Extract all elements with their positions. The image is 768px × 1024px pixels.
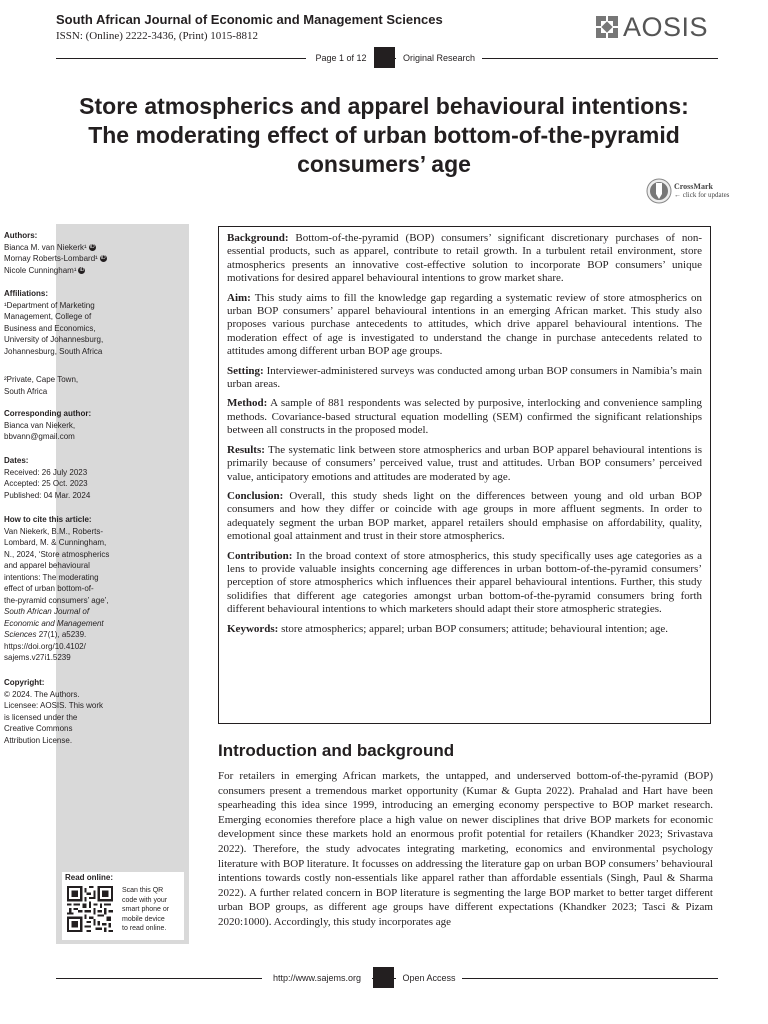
abstract-aim xyxy=(227,292,702,359)
article-title xyxy=(50,92,718,179)
aosis-logo-icon xyxy=(594,14,620,40)
abstract-keywords xyxy=(227,623,702,636)
logo-text: AOSIS xyxy=(623,11,709,42)
affiliation-line: South Africa xyxy=(4,386,48,396)
cite-journal-line: South African Journal of xyxy=(4,607,90,616)
journal-name: South African Journal of Economic and Management Sciences xyxy=(56,12,443,27)
abstract-conclusion xyxy=(227,490,702,544)
affiliation-line: Management, College of xyxy=(4,312,92,321)
abstract-text: Overall, this study sheds light on the differences between young and old urban BOP consumers and how they differ or coincide with age groups in more affluent segments. In order to adequately segment the urban BOP market, apparel retailers should emphasise on affordability, quality, emotional goal attainment and trust in their store atmospherics. xyxy=(227,489,702,543)
copyright-line: is licensed under the xyxy=(4,712,78,722)
qr-code-icon[interactable] xyxy=(67,886,113,932)
abstract-text: The systematic link between store atmospherics and urban BOP apparel behavioural intentions is primarily because of consumers’ perceived value, trust and attitudes. Urban BOP consumers’ perceived value, anticipatory emotions and attitudes are moderated by age. xyxy=(227,443,702,483)
author-line xyxy=(4,253,132,265)
scan-line: mobile device xyxy=(122,915,165,923)
dates-block xyxy=(4,455,132,501)
abstract-label: Contribution: xyxy=(227,549,293,562)
abstract-text: store atmospherics; apparel; urban BOP consumers; attitude; behavioural intention; age. xyxy=(278,622,669,635)
section-heading: Introduction and background xyxy=(218,741,455,760)
article-type: Original Research xyxy=(396,51,482,65)
cite-journal-line: Economic and Management xyxy=(4,618,104,628)
cite-line: and apparel behavioural xyxy=(4,561,90,570)
abstract-label: Method: xyxy=(227,397,268,410)
header-square xyxy=(374,47,395,68)
abstract-contribution xyxy=(227,550,702,617)
cite-journal-end: Sciences xyxy=(4,630,37,639)
cite-doi-link[interactable]: https://doi.org/10.4102/ xyxy=(4,641,86,651)
copyright-line: Licensee: AOSIS. This work xyxy=(4,701,104,710)
crossmark-sub: ← click for updates xyxy=(674,191,730,199)
author-name: Nicole Cunningham¹ xyxy=(4,265,77,275)
footer-url[interactable]: http://www.sajems.org xyxy=(262,971,372,985)
orcid-icon[interactable]: iD xyxy=(79,266,85,273)
cite-line: effect of urban bottom-of- xyxy=(4,584,94,593)
dates-heading: Dates: xyxy=(4,456,29,465)
affiliation-2-block xyxy=(4,374,132,397)
scan-line: smart phone or xyxy=(122,906,170,914)
orcid-icon[interactable]: iD xyxy=(100,255,106,262)
open-access-label: Open Access xyxy=(396,971,462,985)
cite-volume: 27(1), a5239. xyxy=(36,630,87,639)
scan-line: code with your xyxy=(122,896,168,904)
scan-line: to read online. xyxy=(122,925,167,933)
read-online-box xyxy=(62,872,184,940)
issn: ISSN: (Online) 2222-3436, (Print) 1015-8812 xyxy=(56,30,258,42)
copyright-line: Creative Commons xyxy=(4,724,73,733)
crossmark-badge[interactable] xyxy=(646,178,729,204)
copyright-block xyxy=(4,677,132,746)
copyright-heading: Copyright: xyxy=(4,678,45,687)
abstract-results xyxy=(227,444,702,484)
cite-volume-line xyxy=(4,629,132,641)
abstract-text: A sample of 881 respondents was selected by purposive, interlocking and convenience sampling methods. Covariance-based structural equation modelling (SEM) confirmed the significant relationships between all constructs in the proposed model. xyxy=(227,397,702,437)
corresponding-heading: Corresponding author: xyxy=(4,409,92,418)
corresponding-author-block xyxy=(4,408,132,443)
scan-instructions xyxy=(122,886,169,934)
abstract-box xyxy=(218,226,711,724)
abstract-label: Results: xyxy=(227,443,265,456)
cite-line: the-pyramid consumers’ age’, xyxy=(4,595,109,605)
affiliation-line: Johannesburg, South Africa xyxy=(4,346,103,356)
affiliation-line: University of Johannesburg, xyxy=(4,335,104,344)
abstract-background xyxy=(227,232,702,286)
author-line xyxy=(4,265,132,277)
abstract-text: Interviewer-administered surveys was conducted among urban BOP consumers in Namibia’s main urban areas. xyxy=(227,364,702,391)
abstract-label: Keywords: xyxy=(227,622,279,635)
authors-block xyxy=(4,230,132,276)
affiliation-line: ¹Department of Marketing xyxy=(4,300,95,310)
intro-paragraph: For retailers in emerging African markets, the untapped, and underserved bottom-of-the-pyramid (BOP) consumers present a tremendous market opportunity (Kumar & Gupta 2022). Prahalad and Hart have been spearheading this idea since 1999, introducing an emerging economy perspective to BOP market research. Emerging economies therefore place a high value on newer disciplines that drive BOP markets for economic development since these markets hold an enormous profit potential for retailers (Khandker 2023; Srivastava 2022). Therefore, the study advocates integrating marketing, economics and environmental psychology literature with BOP literature. It focusses on addressing the literature gap on urban BOP consumers’ behavioural intentions towards costly non-essentials like apparel rather than affordable essentials (Singh, Paul & Sharma 2022). A further related concern in BOP literature is segmenting the large BOP market to better target different urban BOP groups, as different age groups have different expectations (Khandker 2023; Tasci & Pizam 2020:1000). Accordingly, this study incorporates age xyxy=(218,770,713,928)
authors-heading: Authors: xyxy=(4,231,38,240)
author-name: Mornay Roberts-Lombard¹ xyxy=(4,254,98,263)
abstract-method xyxy=(227,397,702,437)
cite-line: N., 2024, ‘Store atmospherics xyxy=(4,549,110,559)
copyright-line: Attribution License. xyxy=(4,735,73,745)
scan-line: Scan this QR xyxy=(122,887,164,894)
affiliations-heading: Affiliations: xyxy=(4,289,48,298)
crossmark-label: CrossMark xyxy=(674,182,713,191)
abstract-label: Setting: xyxy=(227,364,264,377)
abstract-text: Bottom-of-the-pyramid (BOP) consumers’ significant discretionary purchases of non-essential products, such as apparel, contribute to retail growth. In a turbulent retail environment, store atmospherics presents an innovative cost-effective solution to incorporate BOP consumers’ unique motivations for desired apparel behavioural intentions to grow market share. xyxy=(227,232,702,285)
abstract-label: Conclusion: xyxy=(227,489,284,502)
affiliation-line: Business and Economics, xyxy=(4,323,96,333)
title-line: Store atmospherics and apparel behavioural intentions: xyxy=(79,93,689,119)
affiliation-line: ²Private, Cape Town, xyxy=(4,375,79,384)
cite-heading: How to cite this article: xyxy=(4,515,92,524)
corresponding-name: Bianca van Niekerk, xyxy=(4,420,76,430)
cite-line: intentions: The moderating xyxy=(4,572,99,582)
cite-line: Lombard, M. & Cunningham, xyxy=(4,538,107,547)
date-accepted: Accepted: 25 Oct. 2023 xyxy=(4,479,88,488)
cite-doi-link[interactable]: sajems.v27i1.5239 xyxy=(4,653,71,662)
footer-square xyxy=(373,967,394,988)
abstract-label: Background: xyxy=(227,232,289,244)
date-published: Published: 04 Mar. 2024 xyxy=(4,490,91,500)
title-line: The moderating effect of urban bottom-of-the-pyramid xyxy=(88,122,680,148)
read-online-label: Read online: xyxy=(65,873,114,882)
publisher-logo xyxy=(594,12,718,42)
copyright-line: © 2024. The Authors. xyxy=(4,689,80,699)
citation-block xyxy=(4,514,132,664)
abstract-text: This study aims to fill the knowledge gap regarding a systematic review of store atmospherics on urban BOP consumers’ apparel behavioural intentions in an emerging African market. This study also proposes various purchase antecedents to attitudes, which drive apparel behavioural intentions. The moderation effect of age is investigated to understand the change in purchase antecedents related to attitudes among different urban BOP age groups. xyxy=(227,291,702,358)
author-line xyxy=(4,242,132,254)
crossmark-text xyxy=(674,183,729,199)
page-number: Page 1 of 12 xyxy=(306,51,376,65)
abstract-setting xyxy=(227,365,702,392)
affiliations-block xyxy=(4,288,132,357)
author-name: Bianca M. van Niekerk¹ xyxy=(4,242,87,252)
corresponding-email[interactable]: bbvann@gmail.com xyxy=(4,432,75,441)
crossmark-icon xyxy=(646,178,672,204)
abstract-label: Aim: xyxy=(227,291,251,304)
cite-line: Van Niekerk, B.M., Roberts- xyxy=(4,526,103,536)
date-received: Received: 26 July 2023 xyxy=(4,467,88,477)
title-line: consumers’ age xyxy=(297,151,471,177)
abstract-text: In the broad context of store atmospherics, this study specifically uses age categories as a lens to provide valuable insights concerning age differences in urban bottom-of-the-pyramid consumers’ perception of store atmospherics which influences their apparel behavioural intentions. Further, this study solidifies that different age categories amongst urban bottom-of-the-pyramid consumers bring forth different behavioural intentions to which marketers should adapt their store atmospheric strategies. xyxy=(227,549,702,616)
orcid-icon[interactable]: iD xyxy=(89,243,95,250)
